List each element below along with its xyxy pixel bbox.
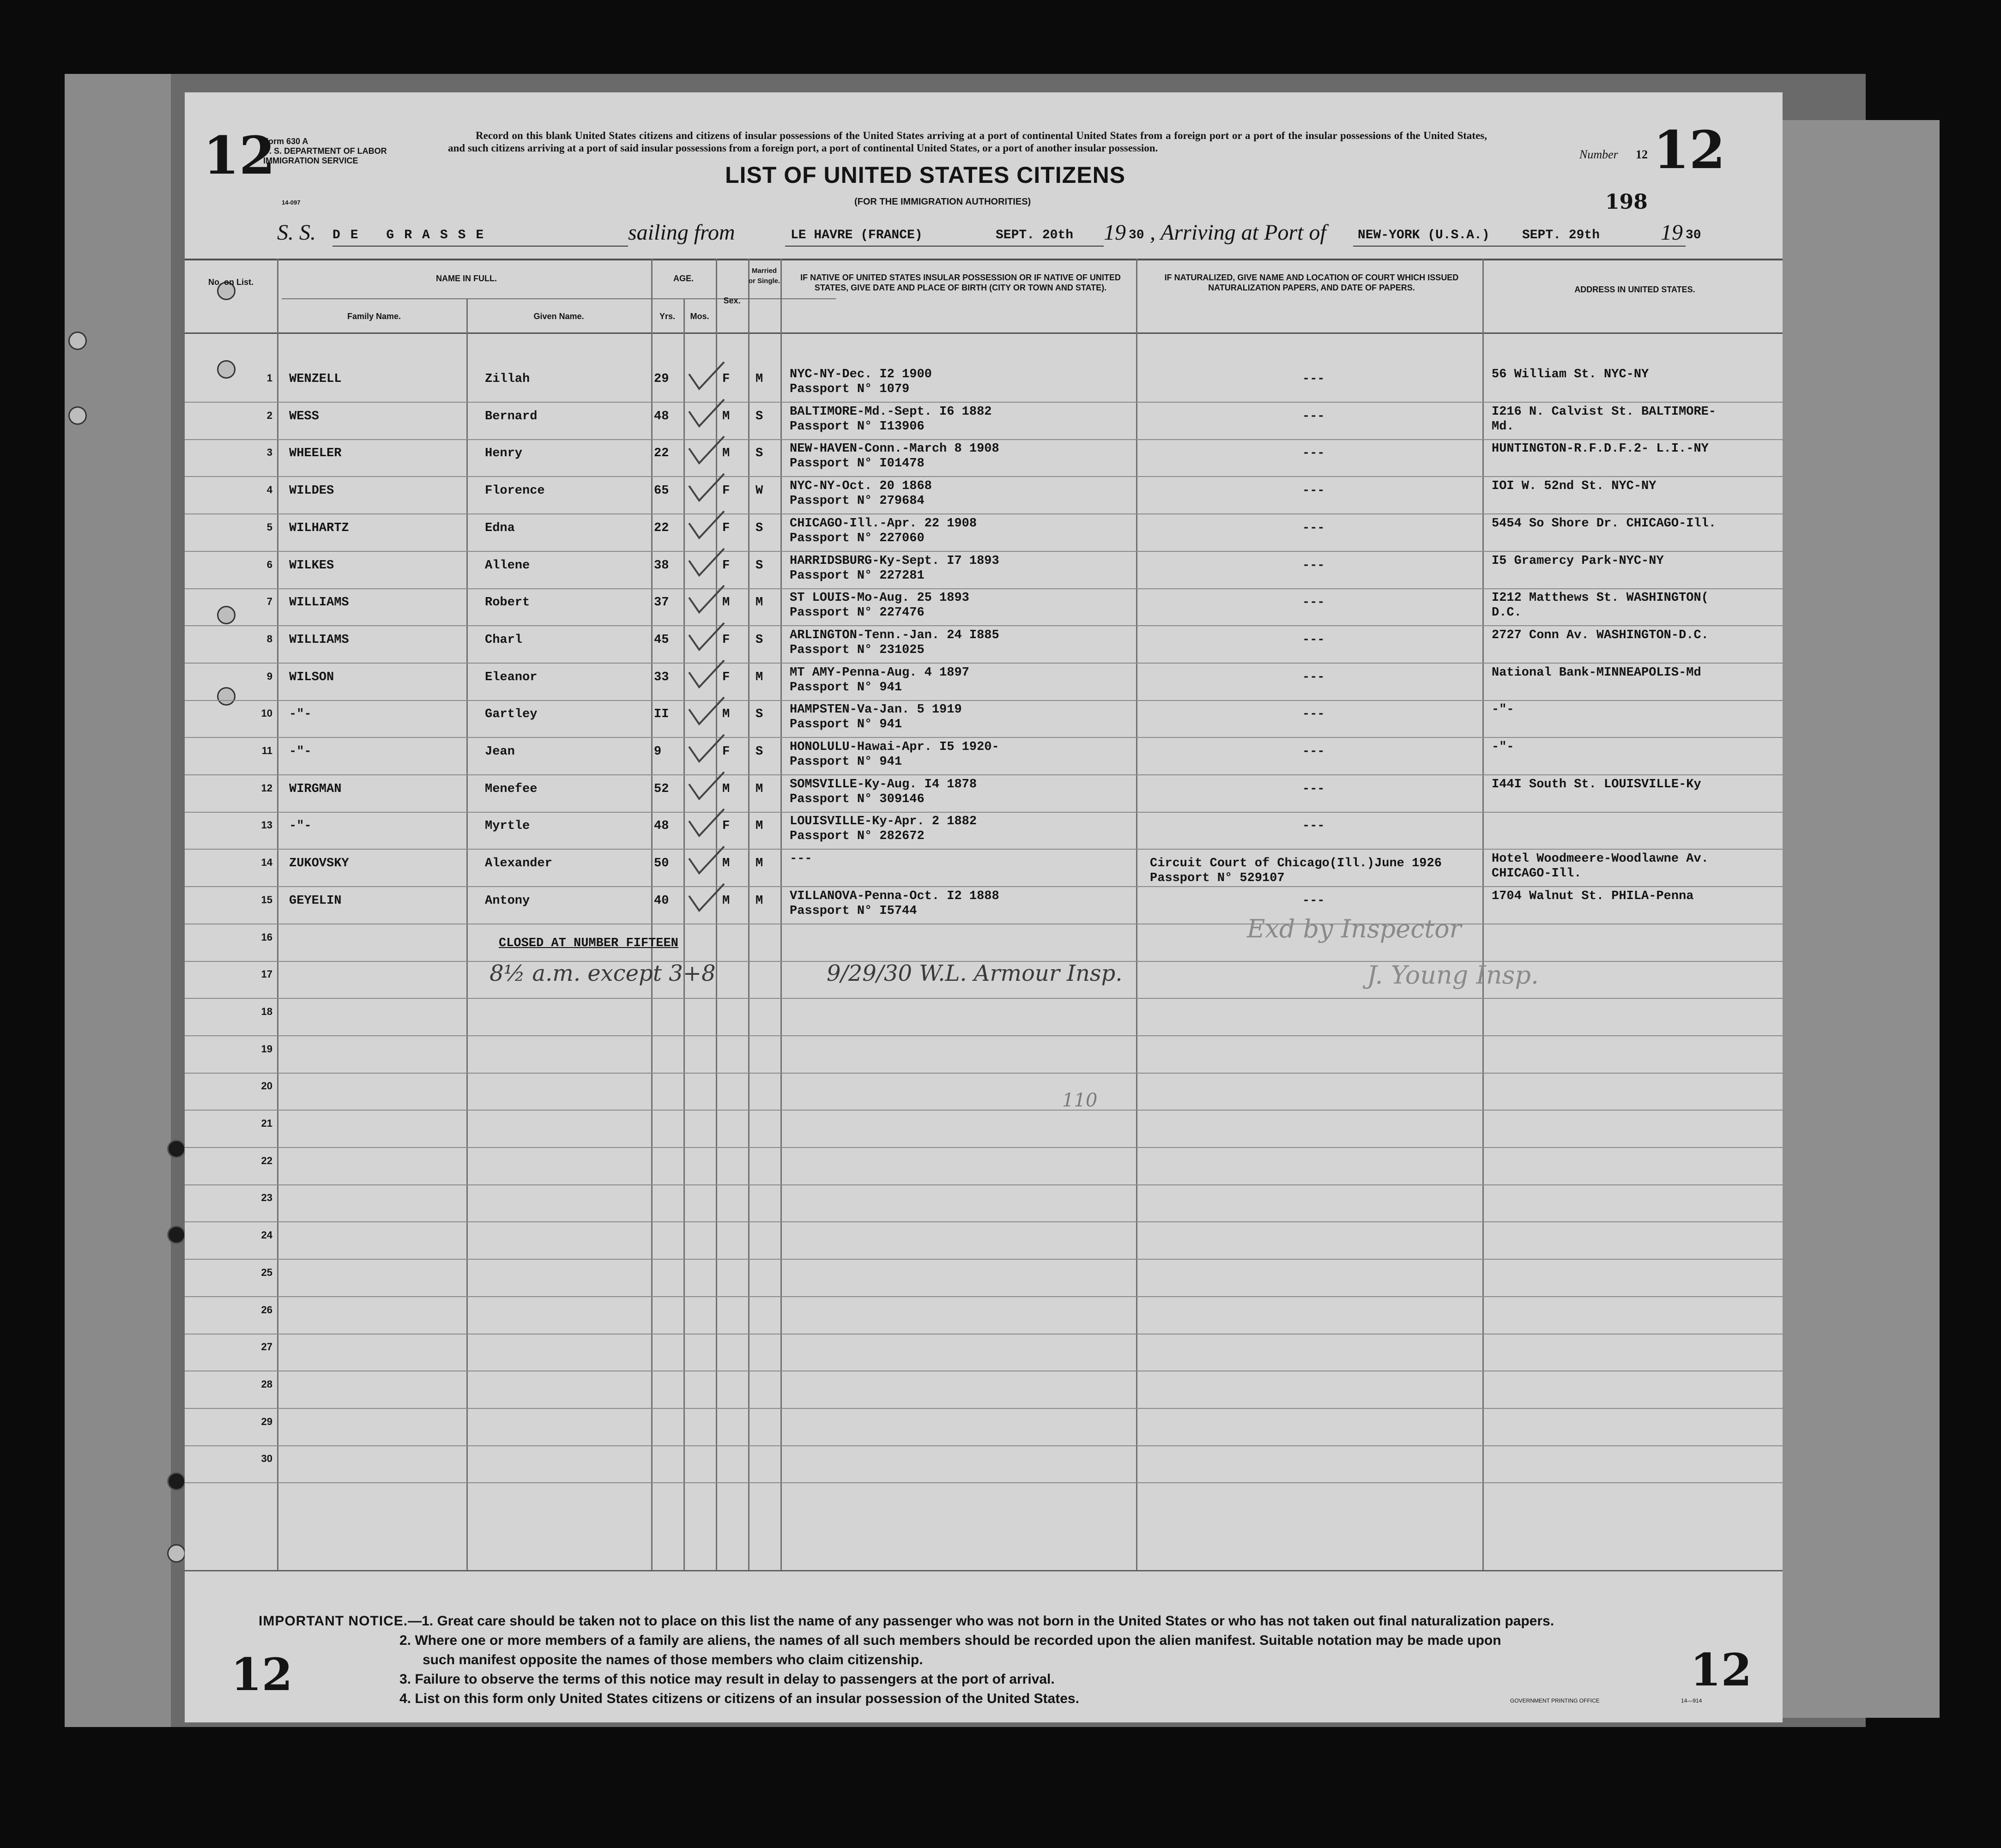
age-years: 37 <box>654 596 669 610</box>
manifest-page <box>185 92 1783 1722</box>
marital-status: S <box>756 521 763 535</box>
row-rule <box>185 998 1783 999</box>
table-bottom-border <box>185 1570 1783 1571</box>
important-notice <box>259 1612 1759 1709</box>
given-name: Gartley <box>485 707 538 721</box>
row-rule <box>185 774 1783 775</box>
form-number-left: 12 <box>203 126 275 186</box>
arrival-year: 30 <box>1686 228 1701 242</box>
address: I5 Gramercy Park-NYC-NY <box>1492 554 1664 568</box>
binding-hole <box>68 332 87 350</box>
passport: Passport N° 279684 <box>790 494 925 508</box>
column-header-yrs: Yrs. <box>659 312 676 321</box>
row-number: 23 <box>261 1192 272 1203</box>
page-title: LIST OF UNITED STATES CITIZENS <box>725 162 1126 188</box>
check-mark-icon <box>685 845 727 877</box>
row-number: 15 <box>261 894 272 906</box>
naturalization: --- <box>1302 670 1325 684</box>
naturalization: --- <box>1302 372 1325 386</box>
row-number: 12 <box>261 782 272 794</box>
family-name: WILLIAMS <box>289 596 349 610</box>
sail-year: 30 <box>1129 228 1144 242</box>
number-label: Number <box>1579 148 1618 161</box>
handwritten-note: 8½ a.m. except 3+8 <box>490 960 716 986</box>
naturalization: Circuit Court of Chicago(Ill.)June 1926 <box>1150 857 1442 870</box>
sail-date: SEPT. 20th <box>996 228 1074 242</box>
naturalization: --- <box>1302 521 1325 535</box>
row-rule <box>185 1110 1783 1111</box>
row-rule <box>185 663 1783 664</box>
row-number: 3 <box>266 447 272 458</box>
naturalization: --- <box>1302 633 1325 647</box>
signature: J. Young Insp. <box>1367 960 1539 990</box>
row-number: 7 <box>266 596 272 607</box>
row-number: 18 <box>261 1006 272 1017</box>
arriving-label: , Arriving at Port of <box>1150 220 1326 245</box>
age-years: 22 <box>654 447 669 460</box>
naturalization: --- <box>1302 447 1325 460</box>
column-divider <box>651 259 653 1570</box>
column-header-no: No. on List. <box>208 278 254 287</box>
header-divider <box>282 298 836 299</box>
underline <box>785 246 1104 247</box>
row-number: 17 <box>261 968 272 980</box>
family-name: -"- <box>289 745 312 759</box>
sex: M <box>722 447 730 460</box>
row-rule <box>185 402 1783 403</box>
address: I216 N. Calvist St. BALTIMORE- <box>1492 405 1717 419</box>
sex: M <box>722 707 730 721</box>
sex: F <box>722 819 730 833</box>
form-number-bottom-left: 12 <box>231 1649 293 1701</box>
naturalization: --- <box>1302 410 1325 423</box>
birth-place-date: NYC-NY-Oct. 20 1868 <box>790 479 932 493</box>
address: -"- <box>1492 703 1514 717</box>
family-name: WILLIAMS <box>289 633 349 647</box>
arrival-port: NEW-YORK (U.S.A.) <box>1358 228 1490 242</box>
sex: F <box>722 745 730 759</box>
signature: Exd by Inspector <box>1247 914 1462 943</box>
sex: M <box>722 894 730 908</box>
row-rule <box>185 1408 1783 1409</box>
marital-status: W <box>756 484 763 498</box>
binding-hole <box>167 1544 186 1563</box>
address: -"- <box>1492 740 1514 754</box>
age-years: 33 <box>654 670 669 684</box>
passport: Passport N° 941 <box>790 681 902 695</box>
sex: F <box>722 670 730 684</box>
family-name: WILSON <box>289 670 334 684</box>
address: Hotel Woodmeere-Woodlawne Av. <box>1492 852 1709 866</box>
row-number: 11 <box>261 745 272 756</box>
given-name: Bernard <box>485 410 538 423</box>
address: IOI W. 52nd St. NYC-NY <box>1492 479 1656 493</box>
notice-item: 2. Where one or more members of a family are aliens, the names of all such members should be recorded upon the alien manifest. Suitable notation may be made upon <box>399 1633 1501 1648</box>
check-mark-icon <box>685 547 727 579</box>
passport: Passport N° I5744 <box>790 904 917 918</box>
check-mark-icon <box>685 509 727 542</box>
age-years: II <box>654 707 669 721</box>
given-name: Florence <box>485 484 545 498</box>
closed-note: CLOSED AT NUMBER FIFTEEN <box>499 936 678 950</box>
passport: Passport N° I01478 <box>790 457 925 471</box>
page-hole <box>217 360 236 379</box>
passport: Passport N° 282672 <box>790 829 925 843</box>
address-line2: Md. <box>1492 420 1514 434</box>
binding-hole <box>167 1226 186 1244</box>
column-header-married: Married or Single. <box>748 267 780 285</box>
form-code: 14-097 <box>282 199 301 206</box>
passport: Passport N° 1079 <box>790 382 910 396</box>
row-rule <box>185 1334 1783 1335</box>
passport: Passport N° 231025 <box>790 643 925 657</box>
binding-hole <box>167 1140 186 1158</box>
age-years: 29 <box>654 372 669 386</box>
notice-line <box>259 1612 1759 1631</box>
form-info-line: Form 630 A <box>263 137 308 146</box>
address-line2: CHICAGO-Ill. <box>1492 867 1582 881</box>
naturalization: --- <box>1302 894 1325 908</box>
naturalization: --- <box>1302 596 1325 610</box>
address: 2727 Conn Av. WASHINGTON-D.C. <box>1492 628 1709 642</box>
notice-item: such manifest opposite the names of those members who claim citizenship. <box>423 1652 923 1667</box>
row-rule <box>185 1184 1783 1185</box>
marital-status: S <box>756 633 763 647</box>
address: I212 Matthews St. WASHINGTON( <box>1492 591 1709 605</box>
naturalization: --- <box>1302 707 1325 721</box>
passport: Passport N° 227060 <box>790 531 925 545</box>
column-header-mos: Mos. <box>690 312 709 321</box>
row-rule <box>185 1296 1783 1297</box>
given-name: Jean <box>485 745 515 759</box>
row-number: 20 <box>261 1080 272 1092</box>
form-info <box>263 137 387 166</box>
notice-item: 4. List on this form only United States citizens or citizens of an insular possession of the United States. <box>399 1691 1079 1706</box>
row-rule <box>185 1221 1783 1222</box>
given-name: Myrtle <box>485 819 530 833</box>
ss-label: S. S. <box>277 220 316 245</box>
age-years: 65 <box>654 484 669 498</box>
sex: F <box>722 484 730 498</box>
column-header-sex: Sex. <box>723 296 741 305</box>
given-name: Antony <box>485 894 530 908</box>
row-number: 8 <box>266 633 272 645</box>
marital-status: M <box>756 372 763 386</box>
column-header-age: AGE. <box>673 274 694 283</box>
binding-hole <box>167 1472 186 1491</box>
check-mark-icon <box>685 882 727 914</box>
row-rule <box>185 812 1783 813</box>
row-number: 9 <box>266 670 272 682</box>
age-years: 22 <box>654 521 669 535</box>
birth-place-date: LOUISVILLE-Ky-Apr. 2 1882 <box>790 815 977 828</box>
address: National Bank-MINNEAPOLIS-Md <box>1492 666 1701 680</box>
family-name: WHEELER <box>289 447 342 460</box>
column-header-address: ADDRESS IN UNITED STATES. <box>1574 285 1695 294</box>
passport: Passport N° 941 <box>790 755 902 769</box>
check-mark-icon <box>685 658 727 691</box>
row-number: 10 <box>261 707 272 719</box>
naturalization: --- <box>1302 819 1325 833</box>
row-number: 22 <box>261 1155 272 1166</box>
passport: Passport N° 941 <box>790 718 902 731</box>
family-name: WESS <box>289 410 319 423</box>
age-years: 48 <box>654 819 669 833</box>
header-bottom-border <box>185 332 1783 334</box>
page-hole <box>217 687 236 706</box>
column-header-birth: IF NATIVE OF UNITED STATES INSULAR POSSESSION OR IF NATIVE OF UNITED STATES, GIVE DATE AND PLACE OF BIRTH (CITY OR TOWN AND STATE). <box>800 273 1121 292</box>
marital-status: M <box>756 894 763 908</box>
birth-place-date: CHICAGO-Ill.-Apr. 22 1908 <box>790 517 977 531</box>
family-name: WIRGMAN <box>289 782 342 796</box>
row-number: 25 <box>261 1267 272 1278</box>
age-years: 9 <box>654 745 662 759</box>
column-header-family: Family Name. <box>347 312 401 321</box>
family-name: ZUKOVSKY <box>289 857 349 870</box>
address: 56 William St. NYC-NY <box>1492 368 1649 381</box>
column-divider <box>780 259 782 1570</box>
binding-strip <box>65 74 171 1727</box>
address-line2: D.C. <box>1492 606 1522 620</box>
family-name: WILDES <box>289 484 334 498</box>
row-rule <box>185 1445 1783 1446</box>
footer-code: 14—914 <box>1681 1697 1702 1704</box>
check-mark-icon <box>685 584 727 616</box>
marital-status: M <box>756 857 763 870</box>
age-years: 38 <box>654 559 669 573</box>
passport: Passport N° I13906 <box>790 420 925 434</box>
check-mark-icon <box>685 695 727 728</box>
arrival-date: SEPT. 29th <box>1522 228 1600 242</box>
check-mark-icon <box>685 733 727 765</box>
row-rule <box>185 1147 1783 1148</box>
sex: M <box>722 857 730 870</box>
row-rule <box>185 1035 1783 1036</box>
marital-status: S <box>756 745 763 759</box>
sex: M <box>722 782 730 796</box>
naturalization: --- <box>1302 559 1325 573</box>
row-rule <box>185 1073 1783 1074</box>
birth-place-date: ARLINGTON-Tenn.-Jan. 24 I885 <box>790 628 999 642</box>
form-info-line: U. S. DEPARTMENT OF LABOR <box>263 146 387 156</box>
page-subtitle: (FOR THE IMMIGRATION AUTHORITIES) <box>854 197 1031 207</box>
row-number: 28 <box>261 1378 272 1390</box>
form-number-bottom-right: 12 <box>1690 1644 1752 1696</box>
margin-note: 110 <box>1062 1090 1098 1111</box>
birth-place-date: HAMPSTEN-Va-Jan. 5 1919 <box>790 703 962 717</box>
form-number-right: 12 <box>1653 120 1725 181</box>
notice-label: IMPORTANT NOTICE. <box>259 1613 408 1629</box>
row-rule <box>185 513 1783 514</box>
from-port: LE HAVRE (FRANCE) <box>791 228 923 242</box>
naturalization: --- <box>1302 484 1325 498</box>
marital-status: S <box>756 707 763 721</box>
row-rule <box>185 1482 1783 1483</box>
sex: F <box>722 372 730 386</box>
column-header-given: Given Name. <box>533 312 584 321</box>
given-name: Edna <box>485 521 515 535</box>
row-rule <box>185 476 1783 477</box>
adjacent-sheet <box>1783 120 1940 1718</box>
birth-place-date: SOMSVILLE-Ky-Aug. I4 1878 <box>790 778 977 791</box>
row-rule <box>185 439 1783 440</box>
family-name: GEYELIN <box>289 894 342 908</box>
birth-place-date: ST LOUIS-Mo-Aug. 25 1893 <box>790 591 969 605</box>
given-name: Charl <box>485 633 523 647</box>
printer-credit: GOVERNMENT PRINTING OFFICE <box>1510 1697 1600 1704</box>
birth-place-date: NEW-HAVEN-Conn.-March 8 1908 <box>790 442 999 456</box>
row-number: 26 <box>261 1304 272 1316</box>
column-divider <box>683 298 685 1570</box>
row-number: 24 <box>261 1229 272 1241</box>
marital-status: S <box>756 410 763 423</box>
inspector-note: 9/29/30 W.L. Armour Insp. <box>827 960 1123 986</box>
address: 5454 So Shore Dr. CHICAGO-Ill. <box>1492 517 1717 531</box>
row-number: 14 <box>261 857 272 868</box>
row-number: 29 <box>261 1416 272 1427</box>
age-years: 45 <box>654 633 669 647</box>
birth-place-date: BALTIMORE-Md.-Sept. I6 1882 <box>790 405 992 419</box>
ship-name: DE GRASSE <box>332 228 494 242</box>
row-number: 27 <box>261 1341 272 1353</box>
year-prefix: 19 <box>1104 220 1126 245</box>
notice-item: 3. Failure to observe the terms of this notice may result in delay to passengers at the port of arrival. <box>399 1672 1055 1687</box>
row-rule <box>185 737 1783 738</box>
given-name: Eleanor <box>485 670 538 684</box>
naturalization: --- <box>1302 782 1325 796</box>
address: 1704 Walnut St. PHILA-Penna <box>1492 889 1694 903</box>
sex: F <box>722 559 730 573</box>
birth-place-date: HARRIDSBURG-Ky-Sept. I7 1893 <box>790 554 999 568</box>
row-number: 19 <box>261 1043 272 1055</box>
underline <box>1353 246 1686 247</box>
year-prefix: 19 <box>1661 220 1683 245</box>
birth-place-date: MT AMY-Penna-Aug. 4 1897 <box>790 666 969 680</box>
address: HUNTINGTON-R.F.D.F.2- L.I.-NY <box>1492 442 1709 456</box>
given-name: Alexander <box>485 857 552 870</box>
column-header-naturalized: IF NATURALIZED, GIVE NAME AND LOCATION OF COURT WHICH ISSUED NATURALIZATION PAPERS, AND DATE OF PAPERS. <box>1164 273 1459 292</box>
row-number: 1 <box>266 372 272 384</box>
passport: Passport N° 227476 <box>790 606 925 620</box>
notice-item: —1. Great care should be taken not to place on this list the name of any passenger who was not born in the United States or who has not taken out final naturalization papers. <box>408 1613 1554 1629</box>
column-divider <box>748 259 750 1570</box>
page-hole <box>217 606 236 624</box>
family-name: WILHARTZ <box>289 521 349 535</box>
row-number: 4 <box>266 484 272 495</box>
sex: F <box>722 633 730 647</box>
row-rule <box>185 886 1783 887</box>
given-name: Henry <box>485 447 523 460</box>
table-top-border <box>185 259 1783 260</box>
sex: F <box>722 521 730 535</box>
check-mark-icon <box>685 398 727 430</box>
check-mark-icon <box>685 472 727 504</box>
given-name: Menefee <box>485 782 538 796</box>
marital-status: M <box>756 596 763 610</box>
given-name: Allene <box>485 559 530 573</box>
birth-place-date: VILLANOVA-Penna-Oct. I2 1888 <box>790 889 999 903</box>
birth-place-date: --- <box>790 852 812 866</box>
underline <box>332 246 628 247</box>
age-years: 40 <box>654 894 669 908</box>
row-number: 5 <box>266 521 272 533</box>
passport: Passport N° 309146 <box>790 792 925 806</box>
row-number: 30 <box>261 1453 272 1464</box>
age-years: 52 <box>654 782 669 796</box>
birth-place-date: HONOLULU-Hawai-Apr. I5 1920- <box>790 740 999 754</box>
sailing-label: sailing from <box>628 220 735 245</box>
column-divider <box>466 298 468 1570</box>
row-rule <box>185 1259 1783 1260</box>
family-name: -"- <box>289 707 312 721</box>
check-mark-icon <box>685 770 727 803</box>
stamp-number: 198 <box>1605 190 1648 214</box>
family-name: WENZELL <box>289 372 342 386</box>
check-mark-icon <box>685 807 727 839</box>
binding-hole <box>68 406 87 425</box>
header-notice: Record on this blank United States citizens and citizens of insular possessions of the United States arriving at a port of continental United States from a foreign port or a port of the insular possessions of the United States, and such citizens arriving at a port of said insular possessions from a foreign port, a port of continental United States, or a port of another insular possession. <box>448 130 1487 154</box>
form-info-line: IMMIGRATION SERVICE <box>263 156 358 165</box>
row-number: 2 <box>266 410 272 421</box>
row-number: 21 <box>261 1117 272 1129</box>
family-name: -"- <box>289 819 312 833</box>
sex: M <box>722 596 730 610</box>
given-name: Robert <box>485 596 530 610</box>
column-divider <box>277 259 278 1570</box>
given-name: Zillah <box>485 372 530 386</box>
check-mark-icon <box>685 360 727 393</box>
birth-place-date: NYC-NY-Dec. I2 1900 <box>790 368 932 381</box>
row-rule <box>185 625 1783 626</box>
passport: Passport N° 227281 <box>790 569 925 583</box>
naturalization: --- <box>1302 745 1325 759</box>
row-rule <box>185 588 1783 589</box>
marital-status: M <box>756 782 763 796</box>
row-number: 16 <box>261 931 272 943</box>
family-name: WILKES <box>289 559 334 573</box>
marital-status: M <box>756 670 763 684</box>
row-rule <box>185 849 1783 850</box>
check-mark-icon <box>685 435 727 467</box>
check-mark-icon <box>685 621 727 653</box>
marital-status: S <box>756 447 763 460</box>
row-number: 13 <box>261 819 272 831</box>
age-years: 48 <box>654 410 669 423</box>
column-divider <box>1136 259 1137 1570</box>
marital-status: S <box>756 559 763 573</box>
address: I44I South St. LOUISVILLE-Ky <box>1492 778 1701 791</box>
row-number: 6 <box>266 559 272 570</box>
column-divider <box>1482 259 1484 1570</box>
row-rule <box>185 700 1783 701</box>
marital-status: M <box>756 819 763 833</box>
naturalization-passport: Passport N° 529107 <box>1150 871 1285 885</box>
age-years: 50 <box>654 857 669 870</box>
column-header-name: NAME IN FULL. <box>436 274 497 283</box>
number-small: 12 <box>1636 148 1648 161</box>
sex: M <box>722 410 730 423</box>
row-rule <box>185 551 1783 552</box>
